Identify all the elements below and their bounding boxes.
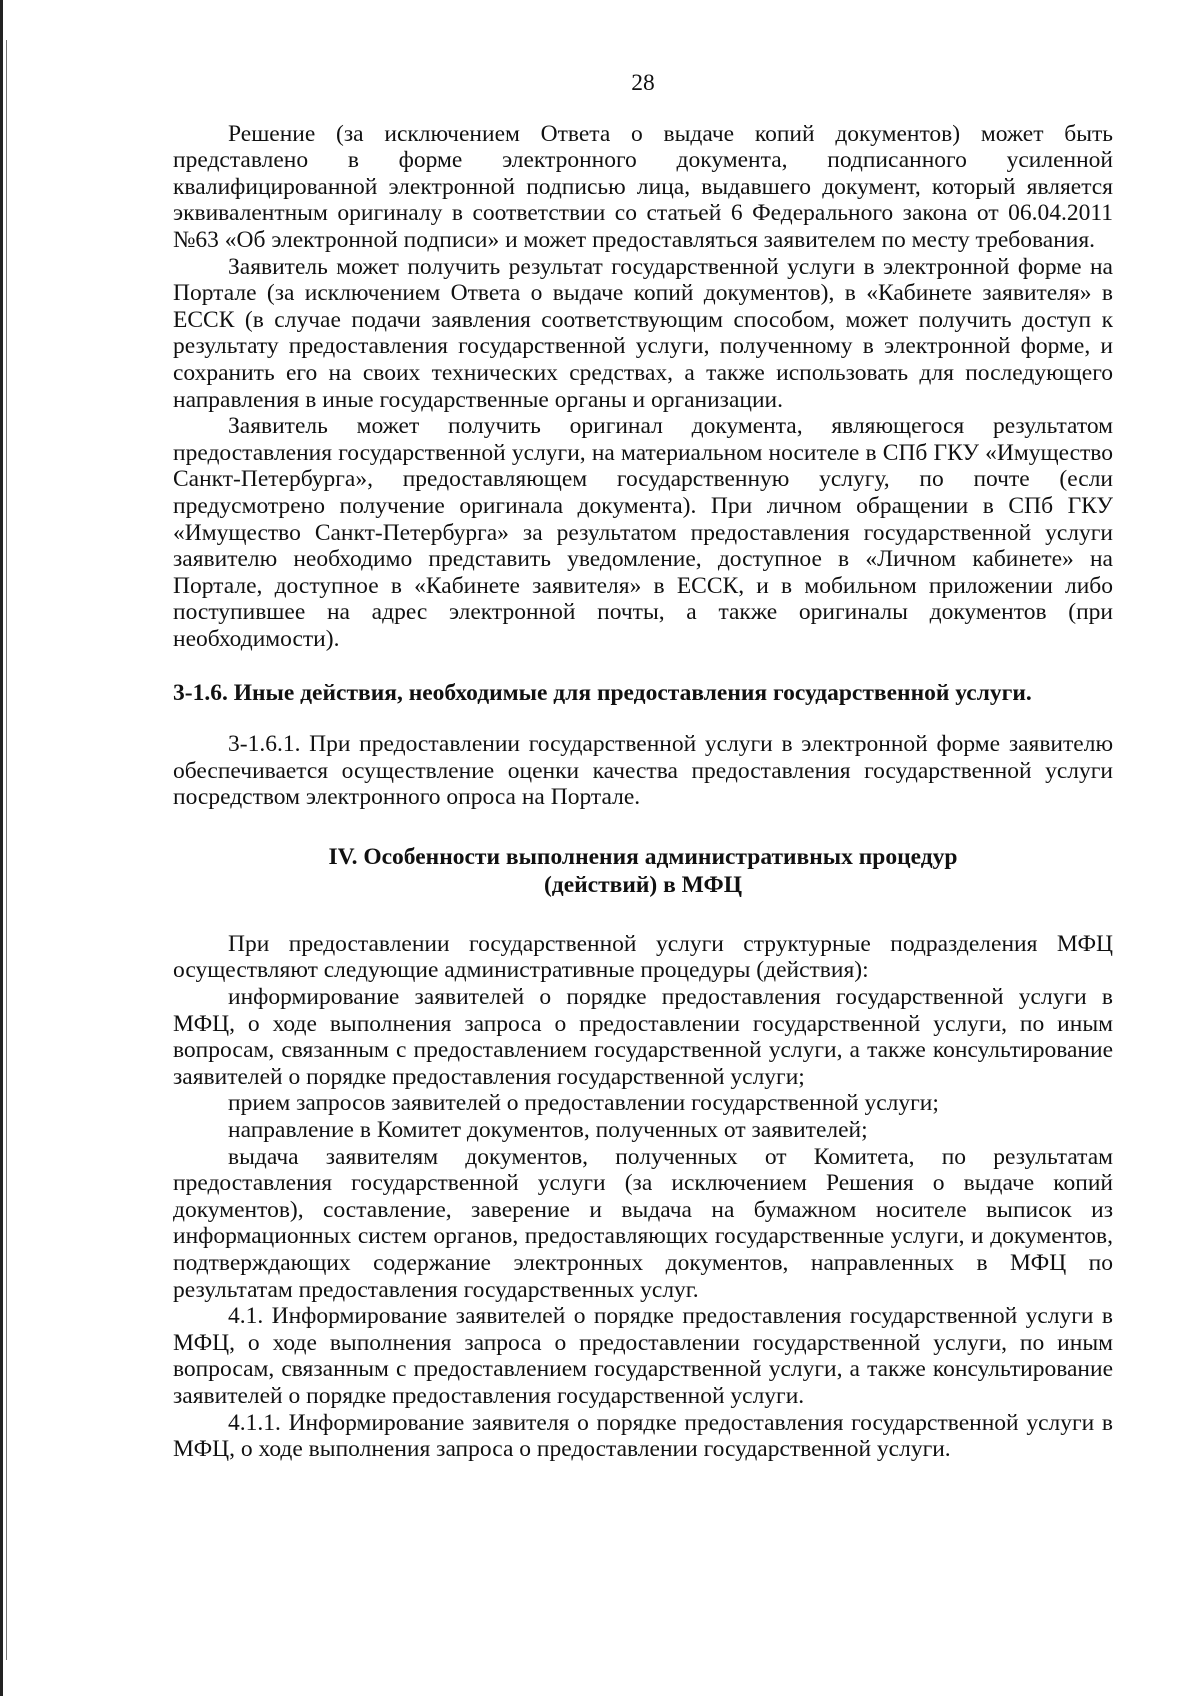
paragraph-4-1-1: 4.1.1. Информирование заявителя о порядке предоставления государственной услуги в МФЦ, о ходе выполнения запроса о предоставлении государственной услуги. — [173, 1409, 1113, 1463]
paragraph-issuance: выдача заявителям документов, полученных от Комитета, по результатам предоставления государственной услуги (за исключением Решения о выдаче копий документов), составление, заверение и выдача на бумажном носителе выписок из информационных систем органов, предоставляющих государственные услуги, и документов, подтверждающих содержание электронных документов, направленных в МФЦ по результатам предоставления государственных услуг. — [173, 1143, 1113, 1303]
paragraph-4-1: 4.1. Информирование заявителей о порядке предоставления государственной услуги в МФЦ, о ходе выполнения запроса о предоставлении государственной услуги, по иным вопросам, связанным с предоставлением государственной услуги, а также консультирование заявителей о порядке предоставления государственной услуги. — [173, 1303, 1113, 1409]
paragraph-decision-electronic: Решение (за исключением Ответа о выдаче копий документов) может быть представлено в форме электронного документа, подписанного усиленной квалифицированной электронной подписью лица, выдавшего документ, который является эквивалентным оригиналу в соответствии со статьей 6 Федерального закона от 06.04.2011 №63 «Об электронной подписи» и может предоставляться заявителем по месту требования. — [173, 120, 1113, 253]
page-number: 28 — [631, 70, 655, 96]
scan-edge-line — [6, 40, 7, 1660]
paragraph-informing: информирование заявителей о порядке предоставления государственной услуги в МФЦ, о ходе выполнения запроса о предоставлении государственной услуги, по иным вопросам, связанным с предоставлением государственной услуги, а также консультирование заявителей о порядке предоставления государственной услуги; — [173, 984, 1113, 1090]
chapter-heading — [173, 843, 1113, 899]
paragraph-result-electronic: Заявитель может получить результат государственной услуги в электронной форме на Портале (за исключением Ответа о выдаче копий документов), в «Кабинете заявителя» в ЕССК (в случае подачи заявления соответствующим способом, может получить доступ к результату предоставления государственной услуги, полученному в электронной форме, и сохранить его на своих технических средствах, а также использовать для последующего направления в иные государственные органы и организации. — [173, 253, 1113, 413]
paragraph-mfc-procedures: При предоставлении государственной услуги структурные подразделения МФЦ осуществляют следующие административные процедуры (действия): — [173, 930, 1113, 984]
paragraph-reception: прием запросов заявителей о предоставлении государственной услуги; — [228, 1090, 939, 1117]
document-page — [173, 60, 1113, 1463]
chapter-heading-line-1: IV. Особенности выполнения административных процедур — [328, 843, 958, 870]
paragraph-original-document: Заявитель может получить оригинал документа, являющегося результатом предоставления государственной услуги, на материальном носителе в СПб ГКУ «Имущество Санкт-Петербурга», предоставляющем государственную услугу, по почте (если предусмотрено получение оригинала документа). При личном обращении в СПб ГКУ «Имущество Санкт-Петербурга» за результатом предоставления государственной услуги заявителю необходимо представить уведомление, доступное в «Личном кабинете» на Портале, доступное в «Кабинете заявителя» в ЕССК, и в мобильном приложении либо поступившее на адрес электронной почты, а также оригиналы документов (при необходимости). — [173, 413, 1113, 652]
section-heading: 3-1.6. Иные действия, необходимые для предоставления государственной услуги. — [173, 680, 1032, 707]
paragraph-quality-assessment: 3-1.6.1. При предоставлении государственной услуги в электронной форме заявителю обеспечивается осуществление оценки качества предоставления государственной услуги посредством электронного опроса на Портале. — [173, 731, 1113, 811]
scan-edge — [0, 0, 3, 1696]
chapter-heading-line-2: (действий) в МФЦ — [543, 871, 743, 898]
paragraph-forwarding: направление в Комитет документов, полученных от заявителей; — [228, 1117, 868, 1143]
